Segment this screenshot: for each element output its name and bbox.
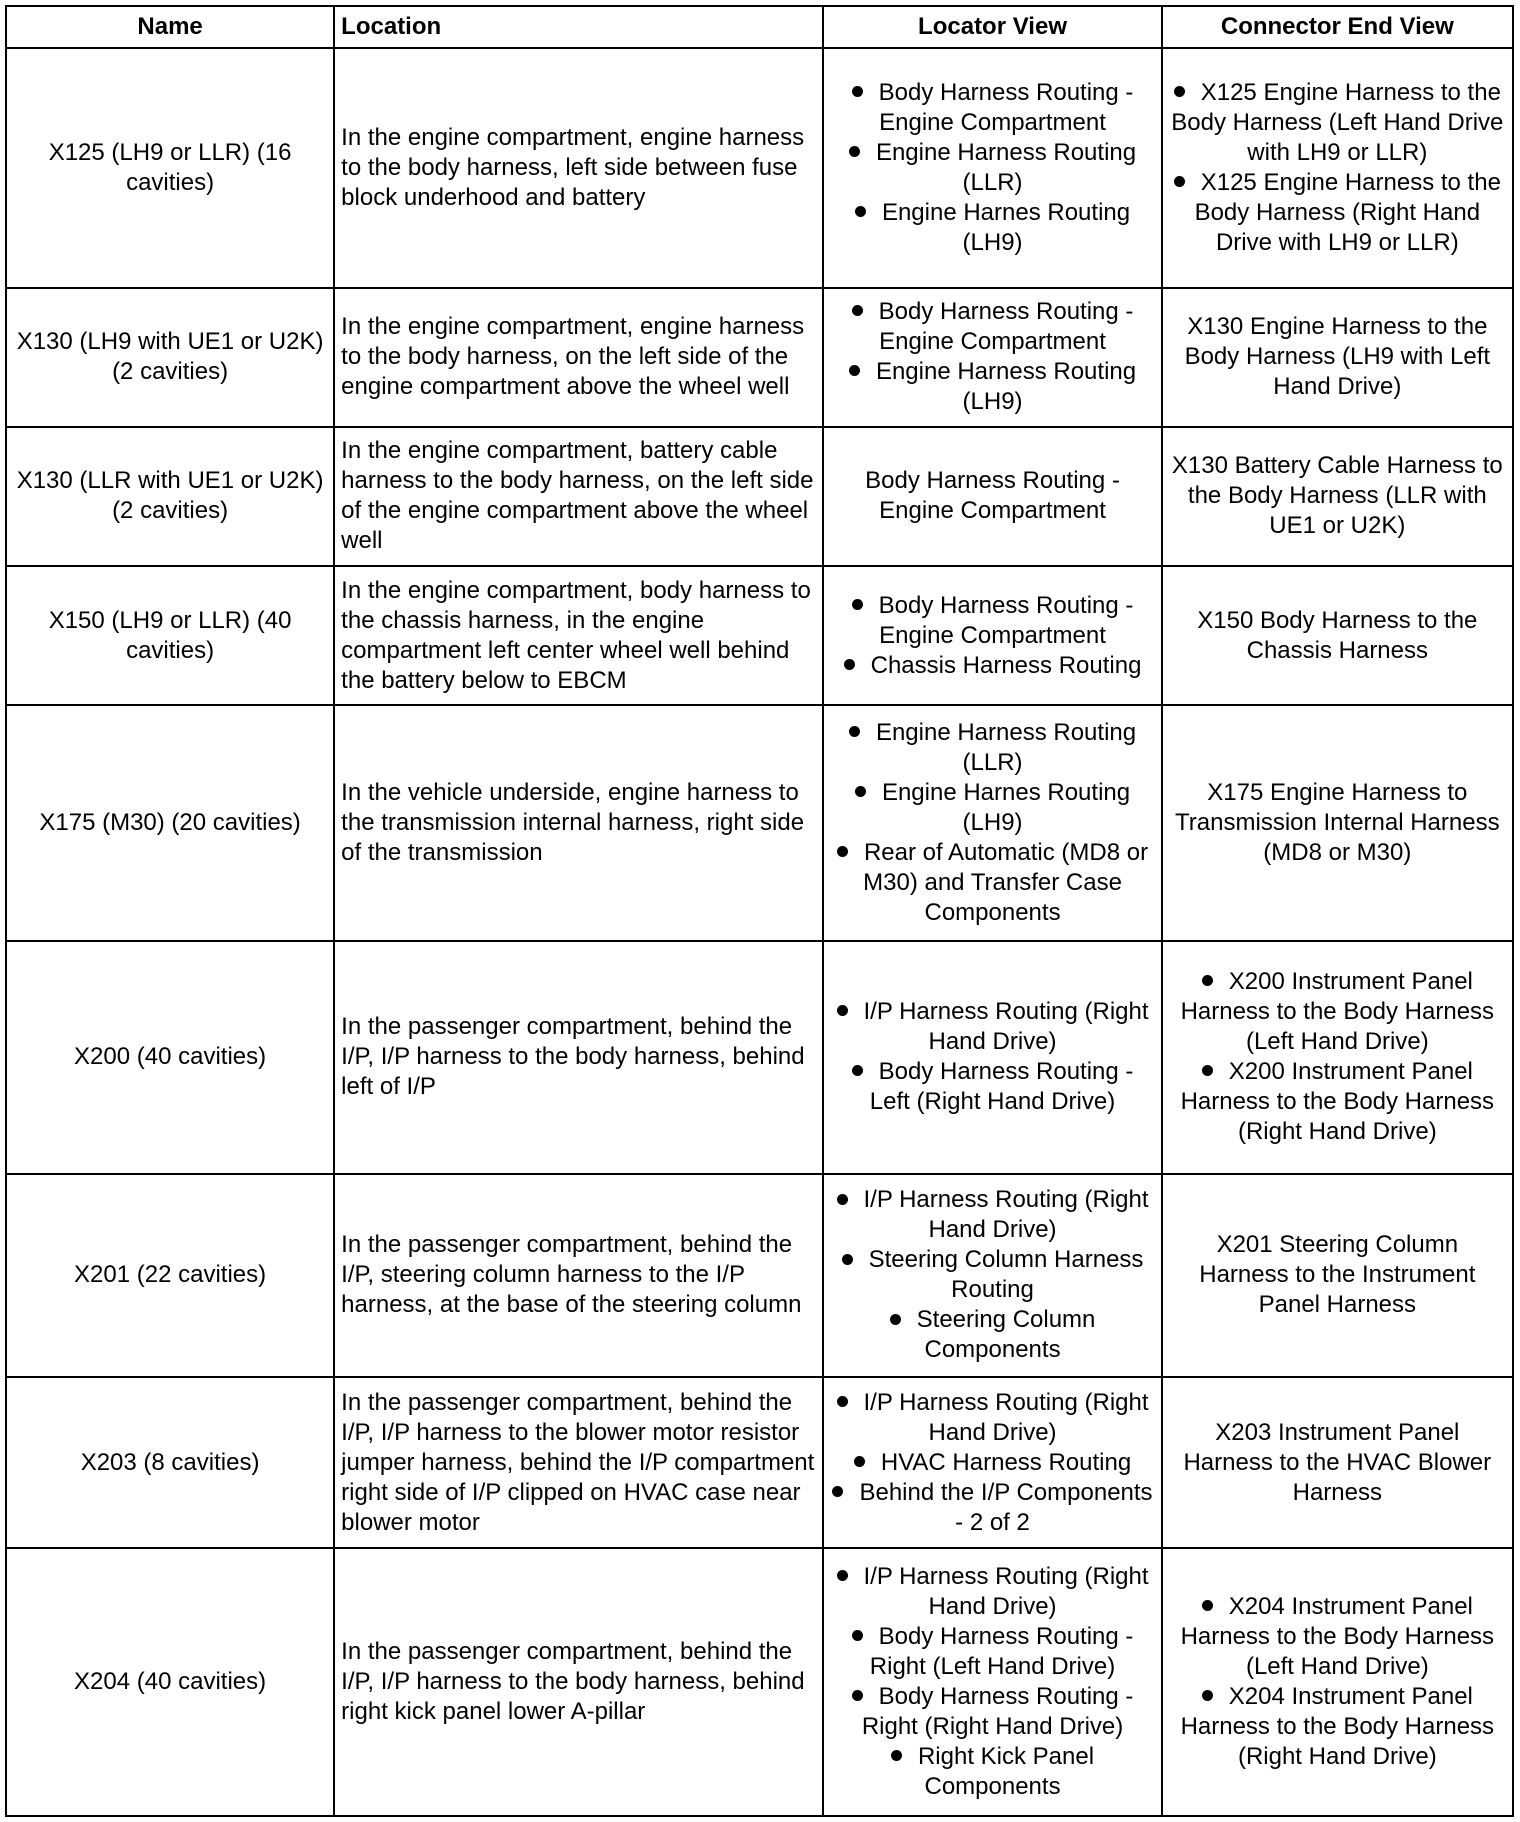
cell-connector-end-view-list <box>1169 967 1506 1147</box>
list-item-text: X200 Instrument Panel Harness to the Body Harness (Left Hand Drive) <box>1180 968 1495 1056</box>
bullet-icon <box>1202 1065 1213 1076</box>
cell-locator-view-list <box>830 591 1154 681</box>
bullet-icon <box>855 786 866 797</box>
cell-connector-end-view: X175 Engine Harness to Transmission Internal Harness (MD8 or M30) <box>1162 705 1513 940</box>
cell-locator-view <box>823 1548 1161 1816</box>
cell-location: In the engine compartment, engine harness to the body harness, on the left side of the engine compartment above the wheel well <box>334 288 823 427</box>
cell-location: In the engine compartment, engine harness to the body harness, left side between fuse block underhood and battery <box>334 48 823 288</box>
list-item <box>1169 1057 1506 1147</box>
list-item <box>830 297 1154 357</box>
cell-locator-view-list <box>830 78 1154 258</box>
bullet-icon <box>837 1005 848 1016</box>
bullet-icon <box>852 1630 863 1641</box>
list-item <box>830 78 1154 138</box>
bullet-icon <box>844 659 855 670</box>
cell-name: X175 (M30) (20 cavities) <box>6 705 334 940</box>
table-row <box>6 941 1513 1174</box>
cell-connector-end-view: X203 Instrument Panel Harness to the HVAC Blower Harness <box>1162 1377 1513 1548</box>
bullet-icon <box>852 1065 863 1076</box>
list-item <box>830 778 1154 838</box>
cell-locator-view <box>823 1377 1161 1548</box>
connector-table <box>5 5 1514 1817</box>
list-item-text: Body Harness Routing - Engine Compartment <box>878 78 1134 136</box>
list-item-text: X200 Instrument Panel Harness to the Body Harness (Right Hand Drive) <box>1180 1058 1495 1146</box>
bullet-icon <box>1174 176 1185 187</box>
list-item-text: Body Harness Routing - Left (Right Hand Drive) <box>869 1058 1134 1116</box>
list-item-text: HVAC Harness Routing <box>880 1448 1132 1476</box>
list-item <box>830 1448 1154 1478</box>
list-item <box>830 1185 1154 1245</box>
cell-locator-view <box>823 566 1161 705</box>
bullet-icon <box>849 365 860 376</box>
bullet-icon <box>891 1750 902 1761</box>
list-item-text: Body Harness Routing - Right (Right Hand Drive) <box>861 1683 1134 1741</box>
cell-name: X200 (40 cavities) <box>6 941 334 1174</box>
list-item <box>830 1057 1154 1117</box>
cell-connector-end-view-list <box>1169 78 1506 258</box>
list-item-text: Steering Column Components <box>916 1306 1096 1364</box>
list-item-text: X125 Engine Harness to the Body Harness (Left Hand Drive with LH9 or LLR) <box>1171 78 1504 166</box>
list-item-text: Body Harness Routing - Engine Compartment <box>878 591 1134 649</box>
list-item <box>1169 78 1506 168</box>
bullet-icon <box>890 1314 901 1325</box>
bullet-icon <box>1202 1600 1213 1611</box>
cell-name: X130 (LLR with UE1 or U2K) (2 cavities) <box>6 427 334 566</box>
table-body <box>6 48 1513 1816</box>
cell-connector-end-view: X201 Steering Column Harness to the Instrument Panel Harness <box>1162 1174 1513 1377</box>
cell-connector-end-view: X150 Body Harness to the Chassis Harness <box>1162 566 1513 705</box>
list-item <box>1169 967 1506 1057</box>
table-row <box>6 1548 1513 1816</box>
cell-location: In the passenger compartment, behind the I/P, I/P harness to the body harness, behind left of I/P <box>334 941 823 1174</box>
list-item <box>830 357 1154 417</box>
list-item-text: Behind the I/P Components - 2 of 2 <box>859 1478 1153 1536</box>
cell-location: In the passenger compartment, behind the I/P, I/P harness to the body harness, behind right kick panel lower A-pillar <box>334 1548 823 1816</box>
cell-connector-end-view-list <box>1169 1592 1506 1772</box>
bullet-icon <box>837 1570 848 1581</box>
cell-locator-view <box>823 288 1161 427</box>
list-item <box>830 838 1154 928</box>
bullet-icon <box>852 86 863 97</box>
list-item-text: Body Harness Routing - Right (Left Hand Drive) <box>869 1623 1134 1681</box>
cell-locator-view-list <box>830 1185 1154 1365</box>
cell-name: X203 (8 cavities) <box>6 1377 334 1548</box>
list-item <box>830 198 1154 258</box>
cell-location: In the engine compartment, body harness to the chassis harness, in the engine compartment left center wheel well behind the battery below to EBCM <box>334 566 823 705</box>
list-item-text: Steering Column Harness Routing <box>868 1246 1144 1304</box>
list-item-text: Body Harness Routing - Engine Compartment <box>878 298 1134 356</box>
cell-name: X125 (LH9 or LLR) (16 cavities) <box>6 48 334 288</box>
list-item <box>830 138 1154 198</box>
cell-location: In the engine compartment, battery cable harness to the body harness, on the left side of the engine compartment above the wheel well <box>334 427 823 566</box>
table-row <box>6 427 1513 566</box>
cell-name: X130 (LH9 with UE1 or U2K) (2 cavities) <box>6 288 334 427</box>
bullet-icon <box>852 599 863 610</box>
cell-name: X204 (40 cavities) <box>6 1548 334 1816</box>
cell-locator-view-list <box>830 297 1154 417</box>
bullet-icon <box>849 146 860 157</box>
bullet-icon <box>852 1690 863 1701</box>
cell-location: In the vehicle underside, engine harness to the transmission internal harness, right side of the transmission <box>334 705 823 940</box>
list-item <box>1169 168 1506 258</box>
cell-connector-end-view <box>1162 941 1513 1174</box>
list-item-text: X204 Instrument Panel Harness to the Body Harness (Right Hand Drive) <box>1180 1683 1495 1771</box>
table-row <box>6 48 1513 288</box>
list-item-text: I/P Harness Routing (Right Hand Drive) <box>863 1388 1149 1446</box>
cell-connector-end-view: X130 Battery Cable Harness to the Body Harness (LLR with UE1 or U2K) <box>1162 427 1513 566</box>
list-item <box>830 1478 1154 1538</box>
header-row <box>6 6 1513 48</box>
table-row <box>6 1174 1513 1377</box>
bullet-icon <box>1202 975 1213 986</box>
cell-locator-view-list <box>830 1562 1154 1802</box>
list-item <box>830 1682 1154 1742</box>
cell-locator-view-list <box>830 997 1154 1117</box>
table-row <box>6 705 1513 940</box>
list-item-text: I/P Harness Routing (Right Hand Drive) <box>863 1563 1149 1621</box>
cell-locator-view <box>823 48 1161 288</box>
bullet-icon <box>842 1254 853 1265</box>
list-item-text: I/P Harness Routing (Right Hand Drive) <box>863 998 1149 1056</box>
list-item-text: Engine Harness Routing (LH9) <box>875 358 1137 416</box>
list-item-text: Engine Harness Routing (LLR) <box>875 718 1137 776</box>
header-locator-view: Locator View <box>823 6 1161 48</box>
header-name: Name <box>6 6 334 48</box>
list-item-text: Rear of Automatic (MD8 or M30) and Transfer Case Components <box>863 838 1149 926</box>
cell-connector-end-view <box>1162 1548 1513 1816</box>
table-row <box>6 288 1513 427</box>
bullet-icon <box>1174 86 1185 97</box>
list-item <box>1169 1682 1506 1772</box>
list-item-text: X125 Engine Harness to the Body Harness (Right Hand Drive with LH9 or LLR) <box>1194 168 1501 256</box>
bullet-icon <box>849 726 860 737</box>
cell-name: X201 (22 cavities) <box>6 1174 334 1377</box>
bullet-icon <box>837 846 848 857</box>
cell-name: X150 (LH9 or LLR) (40 cavities) <box>6 566 334 705</box>
list-item-text: Engine Harness Routing (LLR) <box>875 138 1137 196</box>
list-item <box>1169 1592 1506 1682</box>
bullet-icon <box>832 1486 843 1497</box>
bullet-icon <box>1202 1690 1213 1701</box>
list-item-text: X204 Instrument Panel Harness to the Body Harness (Left Hand Drive) <box>1180 1593 1495 1681</box>
list-item <box>830 1305 1154 1365</box>
bullet-icon <box>837 1396 848 1407</box>
cell-connector-end-view: X130 Engine Harness to the Body Harness (LH9 with Left Hand Drive) <box>1162 288 1513 427</box>
cell-locator-view: Body Harness Routing - Engine Compartment <box>823 427 1161 566</box>
cell-connector-end-view <box>1162 48 1513 288</box>
bullet-icon <box>854 1456 865 1467</box>
cell-location: In the passenger compartment, behind the I/P, steering column harness to the I/P harness, at the base of the steering column <box>334 1174 823 1377</box>
header-connector-end-view: Connector End View <box>1162 6 1513 48</box>
bullet-icon <box>852 305 863 316</box>
list-item <box>830 1245 1154 1305</box>
list-item <box>830 997 1154 1057</box>
list-item <box>830 1622 1154 1682</box>
cell-location: In the passenger compartment, behind the I/P, I/P harness to the blower motor resistor jumper harness, behind the I/P compartment right side of I/P clipped on HVAC case near blower motor <box>334 1377 823 1548</box>
list-item-text: Engine Harnes Routing (LH9) <box>881 778 1131 836</box>
list-item-text: Right Kick Panel Components <box>917 1743 1095 1801</box>
list-item <box>830 1388 1154 1448</box>
cell-locator-view <box>823 941 1161 1174</box>
list-item <box>830 1562 1154 1622</box>
list-item-text: Engine Harnes Routing (LH9) <box>881 198 1131 256</box>
table-row <box>6 566 1513 705</box>
list-item <box>830 591 1154 651</box>
list-item <box>830 1742 1154 1802</box>
cell-locator-view <box>823 705 1161 940</box>
list-item-text: Chassis Harness Routing <box>870 651 1142 679</box>
list-item <box>830 718 1154 778</box>
list-item <box>830 651 1154 681</box>
list-item-text: I/P Harness Routing (Right Hand Drive) <box>863 1186 1149 1244</box>
bullet-icon <box>837 1194 848 1205</box>
cell-locator-view-list <box>830 718 1154 928</box>
cell-locator-view <box>823 1174 1161 1377</box>
header-location: Location <box>334 6 823 48</box>
bullet-icon <box>855 206 866 217</box>
cell-locator-view-list <box>830 1388 1154 1538</box>
table-row <box>6 1377 1513 1548</box>
